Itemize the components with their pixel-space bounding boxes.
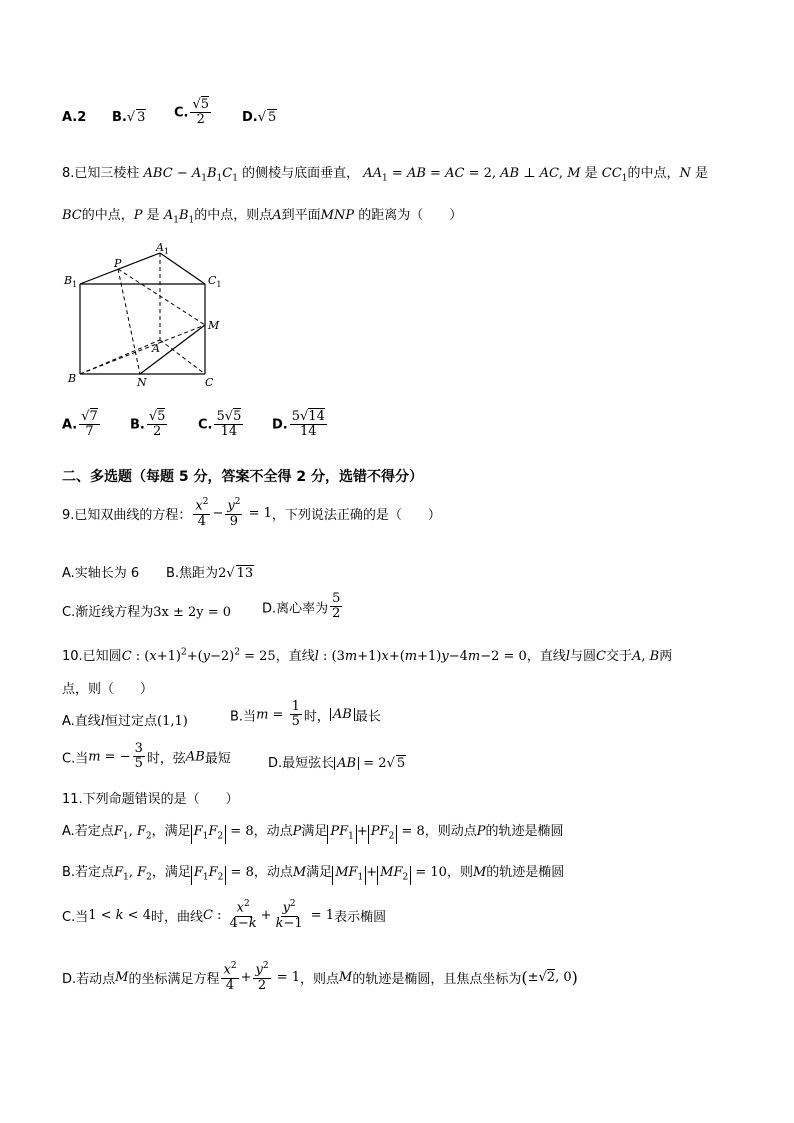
q10-option-c: C.当m = − $\frac{3}{5}$ 时，弦AB最短 xyxy=(62,741,231,772)
q8-option-b: B. $\frac{√5}{2}$ xyxy=(130,409,166,440)
q7-option-a: A.2 xyxy=(62,110,87,125)
label-p: P xyxy=(114,257,122,270)
q8-stem-line1: 8.已知三棱柱 ABC − $A_1B_1C_1$ 的侧棱与底面垂直， $AA_1$ = AB = AC = 2, AB ⊥ AC, M 是 $CC_1$的中点，N 是 xyxy=(62,166,708,184)
q7-option-d: D.√ 5 xyxy=(242,110,277,125)
q7-option-b: B.√ 3 xyxy=(112,110,146,125)
edge-p-m xyxy=(118,269,205,325)
label-a: A xyxy=(152,342,160,355)
q10-option-b: B.当m = $\frac{1}{5}$ 时， AB 最长 xyxy=(230,699,381,730)
label-a1: $A_1$ xyxy=(156,241,170,256)
edge-b-m xyxy=(80,325,205,374)
q10-stem-line1: 10.已知圆C : $(x+1)^2+(y-2)^2 = 25$，直线l : (3m+1)x+(m+1)y−4m−2 = 0，直线l与圆C交于A, B两 xyxy=(62,647,673,664)
section-title: 二、多选题（每题 5 分，答案不全得 2 分，选错不得分） xyxy=(62,469,423,485)
q8-option-c: C. $\frac{5√5}{14}$ xyxy=(198,409,242,440)
q7-option-c: C. $\frac{√5}{2}$ xyxy=(174,97,210,128)
q11-option-a: A.若定点$F_1$, $F_2$，满足 $F_1F_2 = 8$，动点P满足 $PF_1 + PF_2 = 8$，则动点P的轨迹是椭圆 xyxy=(62,824,564,842)
q10-option-a: A.直线l恒过定点(1,1) xyxy=(62,714,188,729)
label-c: C xyxy=(205,376,214,389)
label-b: B xyxy=(68,372,77,385)
edge-b-a xyxy=(80,340,160,374)
edge-a1-c1 xyxy=(160,253,205,284)
label-m: M xyxy=(208,319,220,332)
q9-option-d: D.离心率为 $\frac{5}{2}$ xyxy=(262,591,341,622)
label-c1: $C_1$ xyxy=(208,274,222,289)
prism-figure xyxy=(60,240,230,390)
q11-option-c: C.当1 < k < 4时，曲线C : $\frac{x^2}{4-k}$ + $\frac{y^2}{k-1}$ = 1表示椭圆 xyxy=(62,899,387,931)
q9-option-c: C.渐近线方程为3x ± 2y = 0 xyxy=(62,605,232,620)
q10-option-d: D.最短弦长 AB = 2√ 5 xyxy=(268,756,406,771)
q8-stem-line2: BC的中点，P 是 $A_1B_1$的中点，则点A到平面MNP 的距离为（ ） xyxy=(62,208,463,226)
q10-stem-line2: 点，则（ ） xyxy=(62,682,154,697)
q8-option-a: A. $\frac{√7}{7}$ xyxy=(62,409,98,440)
q9-stem: 9.已知双曲线的方程： $\frac{x^2}{4}$ − $\frac{y^2}{9}$ = 1，下列说法正确的是（ ） xyxy=(62,497,441,529)
label-n: N xyxy=(137,376,147,389)
q8-option-d: D. $\frac{5√14}{14}$ xyxy=(272,409,325,440)
q11-stem: 11.下列命题错误的是（ ） xyxy=(62,792,239,807)
q9-option-b: B.焦距为2√ 13 xyxy=(166,566,254,581)
q11-option-d: D.若动点M的坐标满足方程 $\frac{x^2}{4}$ + $\frac{y^2}{2}$ = 1，则点M的轨迹是椭圆，且焦点坐标为(±√2, 0) xyxy=(62,961,578,993)
edge-a-c xyxy=(160,340,205,374)
q9-option-a: A.实轴长为 6 xyxy=(62,566,140,581)
q11-option-b: B.若定点$F_1$, $F_2$，满足 $F_1F_2 = 8$，动点M满足 $MF_1 + MF_2 = 10$，则M的轨迹是椭圆 xyxy=(62,865,565,883)
q7-options xyxy=(62,110,86,125)
label-b1: $B_1$ xyxy=(64,274,78,289)
